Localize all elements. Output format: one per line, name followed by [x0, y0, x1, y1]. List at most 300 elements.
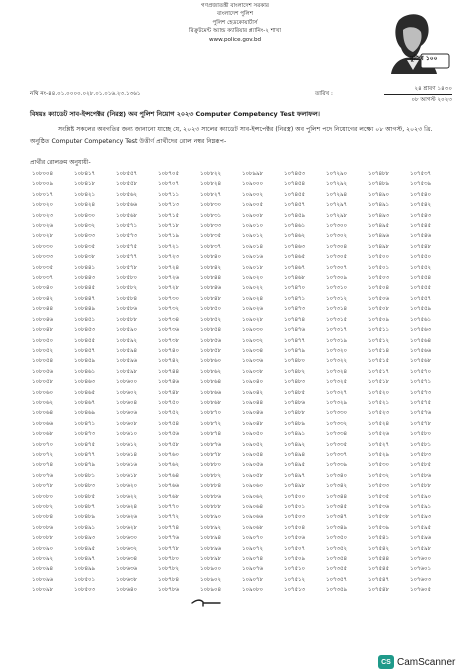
roll-number: ১০৯০২০: [242, 275, 264, 282]
roll-number: ১০৭৫৮৮: [410, 483, 432, 490]
roll-number: ১০৮০৭৮: [32, 483, 54, 490]
roll-number: ১০৭৫৭৫: [410, 399, 432, 406]
roll-number: ১০৮৪৪১: [74, 264, 95, 271]
roll-number: ১০৯০০২: [242, 191, 264, 198]
roll-number: ১০৮৪৪৯: [74, 306, 95, 313]
roll-number: ১০৮০৪৬: [32, 316, 54, 323]
roll-number: ১০৯০২৪: [242, 295, 264, 302]
roll-number: ১০৯০০৮: [242, 212, 264, 219]
roll-number: ১০৭৪৯৬: [368, 233, 390, 240]
roll-number: ১০৯০১৮: [242, 264, 264, 271]
roll-number: ১০৭৩৩৪: [326, 431, 348, 438]
roll-number: ১০৮৪৩০: [74, 212, 96, 219]
roll-number: ১০৮৬৩৪: [116, 556, 138, 563]
letterhead-govt: গণপ্রজাতন্ত্রী বাংলাদেশ সরকার: [201, 3, 269, 9]
roll-number: ১০৮৬৩৬: [116, 566, 138, 573]
roll-number: ১০৭৫০৬: [368, 295, 390, 302]
roll-number: ১০৭৫২১: [368, 399, 390, 406]
roll-number: ১০৭৫৬১: [410, 316, 432, 323]
roll-number: ১০৮৭৪২: [158, 358, 180, 365]
roll-number: ১০৮৭১৩: [158, 202, 180, 209]
roll-number: ১০৮৮৪৮: [200, 295, 221, 302]
roll-number: ১০৮৬৩২: [116, 545, 138, 552]
roll-number: ১০৭৩৩০: [326, 410, 348, 417]
roll-number: ১০৮৪৮৩: [74, 483, 96, 490]
letterhead: [150, 2, 320, 44]
roll-number: ১০৭৪৭৭: [284, 337, 306, 344]
roll-number: ১০৮০০৯: [32, 181, 54, 188]
roll-number: ১০৮৮৪৬: [200, 285, 222, 292]
roll-number: ১০৮০৩০: [32, 243, 54, 250]
roll-number: ১০৮০৫০: [32, 337, 54, 344]
roll-number: ১০৭৪৯৫: [368, 223, 390, 230]
roll-number: ১০৭৫৭৬: [410, 410, 432, 417]
roll-number: ১০৮৫৫৮: [116, 181, 137, 188]
roll-number: ১০৮৮২২: [200, 171, 222, 177]
roll-number: ১০৮৫৯০: [116, 327, 138, 334]
roll-number: ১০৮৭১১: [158, 191, 180, 198]
roll-number: ১০৭২৯০: [326, 171, 348, 177]
roll-number: ১০৭৫৫৪: [410, 275, 432, 282]
letterhead-website: www.police.gov.bd: [208, 36, 262, 43]
camscanner-watermark: [378, 653, 474, 671]
roll-number: ১০৭৩৫০: [326, 535, 348, 542]
roll-number: ১০৮৪১৮: [74, 181, 95, 188]
roll-number: ১০৮৬১৪: [116, 451, 138, 458]
roll-number: ১০৭৩২০: [326, 347, 348, 354]
roll-number: ১০৭৫৬৬: [410, 347, 432, 354]
letterhead-police: বাংলাদেশ পুলিশ: [216, 11, 254, 18]
roll-number: ১০৮০৬৬: [32, 420, 54, 427]
roll-number: ১০৭৫৪৮: [410, 243, 432, 250]
roll-number: ১০৮০৪০: [32, 285, 54, 292]
roll-number: ১০৮৬৩০: [116, 535, 138, 542]
roll-number: ১০৭৪৮৯: [284, 420, 306, 427]
roll-number: ১০৯০৩৮: [242, 368, 264, 375]
roll-number: ১০৭৫৭৩: [410, 389, 432, 396]
roll-number: ১০৮৬০২: [116, 389, 138, 396]
roll-number: ১০৭৩০৫: [326, 254, 348, 261]
roll-number: ১০৮৫৭১: [116, 223, 138, 230]
roll-number: ১০৮৪৩৩: [74, 233, 96, 240]
roll-number: ১০৮৬২৪: [116, 504, 138, 510]
roll-number: ১০৮৪৬৩: [74, 379, 96, 386]
roll-number: ১০৭৩৩৭: [326, 451, 348, 458]
roll-number: ১০৭৫০০: [368, 254, 390, 261]
roll-number: ১০৭৫১২: [368, 337, 390, 344]
roll-number: ১০৮৪৩৮: [74, 254, 96, 261]
roll-number: ১০৮৪৩২: [74, 223, 96, 230]
roll-number: ১০৮৯০৪: [200, 587, 222, 594]
mujib-portrait-emblem: [377, 12, 453, 74]
roll-number: ১০৮৪৫৯: [74, 358, 95, 365]
roll-number: ১০৮৭৬৪: [158, 472, 180, 479]
roll-number: ১০৯০৪৬: [242, 410, 264, 417]
roll-number: ১০৮৭২৪: [158, 264, 180, 271]
roll-number: ১০৮০২৩: [32, 212, 54, 219]
roll-number: ১০৮৭৭২: [158, 514, 180, 521]
roll-number: ১০৭৫৩৬: [368, 504, 390, 510]
roll-number: ১০৭৩৫৫: [326, 566, 348, 573]
roll-number: ১০৭৫৮১: [410, 441, 432, 448]
roll-number: ১০৭৫০১: [368, 264, 390, 271]
roll-number: ১০৭৫০৯: [284, 556, 306, 563]
roll-number: ১০৮০৫২: [32, 347, 54, 354]
roll-number: ১০৭৫০০: [284, 493, 306, 500]
roll-number: ১০৭৫০১: [284, 504, 306, 510]
roll-number: ১০৮৫৯৮: [116, 368, 137, 375]
roll-number: ১০৮৭৮৪: [158, 576, 180, 583]
roll-number: ১০৮৫৬৬: [116, 202, 138, 209]
roll-number: ১০৭৫৯৮: [410, 545, 432, 552]
roll-number: ১০৭৩২৫: [326, 379, 348, 386]
roll-number: ১০৯০৭০: [242, 535, 264, 542]
roll-number: ১০৮০৭০: [32, 441, 54, 448]
roll-number: ১০৮৪৫১: [74, 316, 95, 323]
roll-number: ১০৭৫৩০: [368, 462, 390, 469]
roll-number: ১০৮৪৩৫: [74, 243, 96, 250]
roll-number: ১০৭৫৫২: [410, 264, 432, 271]
roll-number: ১০৮৮৫০: [200, 306, 222, 313]
roll-number: ১০৮৭৫৬: [158, 431, 180, 438]
roll-number: ১০৭৫১০: [284, 566, 306, 573]
roll-number: ১০৮৪৭৭: [74, 451, 96, 458]
roll-number: ১০৮৬১৬: [116, 462, 138, 469]
roll-number: ১০৮৮৩০: [200, 202, 222, 209]
roll-number: ১০৮৭৩৪: [158, 316, 180, 323]
roll-number: ১০৯০৬৬: [242, 514, 264, 521]
roll-number: ১০৭৩৫২: [326, 545, 348, 552]
roll-number: ১০৭২৯৮: [326, 212, 348, 219]
roll-number: ১০৮০৬০: [32, 389, 54, 396]
roll-number: ১০৮৭৪৪: [158, 368, 180, 375]
roll-number: ১০৮৫৭৩: [116, 233, 138, 240]
roll-number: ১০৮০৩৫: [32, 264, 54, 271]
roll-number: ১০৯০৪২: [242, 389, 264, 396]
roll-number: ১০৮৬১৮: [116, 472, 138, 479]
roll-number: ১০৮০৫৪: [32, 358, 54, 365]
roll-number: ১০৮৭৩০: [158, 295, 180, 302]
roll-number: ১০৭৫৪০: [410, 191, 432, 198]
roll-number: ১০৭৫০৩: [368, 275, 390, 282]
roll-number: ১০৭৫৪৫: [368, 566, 390, 573]
roll-number: ১০৮৯০২: [200, 576, 222, 583]
roll-number: ১০৯০১৬: [242, 254, 264, 261]
roll-number: ১০৮৪২৪: [74, 202, 96, 209]
roll-number: ১০৮৮৮০: [200, 462, 222, 469]
roll-number: ১০৮৪৯৫: [74, 545, 95, 552]
roll-number: ১০৭৫৯০: [410, 493, 432, 500]
emblem-label: মুজিব ১০০: [410, 55, 438, 62]
roll-number: ১০৭৫২৯: [368, 451, 390, 458]
roll-number: ১০৭৫৪৪: [368, 556, 390, 563]
roll-number: ১০৮৫৭৮: [116, 264, 138, 271]
roll-number: ১০৭৬০৩: [410, 576, 432, 583]
camscanner-logo-icon: CS: [378, 655, 394, 669]
roll-number: ১০৭৪৫৪: [284, 181, 306, 188]
roll-number: ১০৯০৪৪: [242, 399, 264, 406]
roll-number: ১০৭৫৪৫: [410, 223, 432, 230]
roll-number: ১০৮৭৪৮: [158, 389, 180, 396]
roll-number: ১০৮০৭৪: [32, 462, 54, 469]
roll-number: ১০৭৩৪৯: [326, 524, 348, 531]
roll-number: ১০৭৪৯৫: [284, 462, 306, 469]
roll-number: ১০৮০২০: [32, 202, 54, 209]
roll-number: ১০৮৫৯৬: [116, 358, 138, 365]
roll-number: ১০৭৪৯১: [284, 431, 306, 438]
roll-number: ১০৮৪৬৯: [74, 410, 96, 417]
roll-number: ১০৮০৯৪: [32, 566, 54, 573]
roll-number: ১০৮৭৬০: [158, 451, 180, 458]
roll-number: ১০৮৮৩৫: [200, 233, 222, 240]
roll-number: ১০৯০০০: [242, 181, 264, 188]
roll-number: ১০৮৪৯৭: [74, 556, 96, 563]
roll-number: ১০৭৪৫৯: [284, 212, 306, 219]
memo-date-label: তারিখ :: [315, 91, 333, 97]
roll-number: ১০৮৪২১: [74, 191, 96, 198]
roll-number: ১০৯০৩৬: [242, 358, 264, 365]
roll-number: ১০৭৪৭৪: [284, 316, 306, 323]
roll-number: ১০৮০৭৬: [32, 472, 54, 479]
roll-number: ১০৮৮৬৮: [200, 399, 222, 406]
roll-number: ১০৭৫৯৩: [410, 514, 432, 521]
roll-number: ১০৮৪৮৫: [74, 493, 95, 500]
roll-number: ১০৭৪৮৫: [284, 389, 306, 396]
roll-number: ১০৮০৫৮: [32, 379, 54, 386]
roll-number: ১০৮৭৩২: [158, 306, 180, 313]
roll-number: ১০৭৪৯৩: [368, 212, 390, 219]
subject-line: বিষয়ঃ ক্যাডেট সাব-ইন্সপেক্টর (নিরস্ত্র) অব পুলিশ নিয়োগ ২০২৩ Computer Competency Test ফলাফল।: [30, 110, 320, 118]
roll-number: ১০৮০০৪: [32, 171, 54, 177]
roll-number: ১০৯০৫৪: [242, 451, 264, 458]
roll-number: ১০৭৬০১: [410, 566, 432, 573]
roll-number: ১০৮৬২০: [116, 483, 138, 490]
signature-mark: [190, 597, 224, 607]
roll-number: ১০৮৮৮৮: [200, 504, 221, 510]
roll-number: ১০৭৫০৩: [284, 514, 306, 521]
roll-number: ১০৮৫৬২: [116, 191, 138, 198]
roll-number: ১০৮০১৭: [32, 191, 54, 198]
roll-number: ১০৮৮৭৪: [200, 431, 222, 438]
roll-number: ১০৮৬২২: [116, 493, 138, 500]
roll-number: ১০৮৪৮৭: [74, 504, 96, 510]
notice-body: সংশ্লিষ্ট সকলের অবগতির জন্য জানানো যাচ্ছে যে, ২০২৩ সালের ক্যাডেট সাব-ইন্সপেক্টর (নিরস্ত্র) অব পুলিশ পদে নিয়োগের লক্ষ্যে ০৮ আগস্ট, ২০২৩ খ্রি. অনুষ্ঠিত Computer Competency Test উত্তীর্ণ প্রার্থীদের রোল নম্বর নিম্নরূপ-: [30, 126, 433, 145]
roll-number: ১০৮০৩৭: [32, 275, 54, 282]
roll-number: ১০৮৮৭৬: [200, 441, 222, 448]
roll-number: ১০৭৩৫৯: [326, 587, 348, 594]
roll-number: ১০৮০২৮: [32, 233, 54, 240]
roll-number: ১০৭৩১৯: [326, 337, 348, 344]
roll-number: ১০৯০৬৮: [242, 524, 264, 531]
roll-number: ১০৮৫৫৭: [116, 171, 138, 177]
roll-number: ১০৮৫৮৮: [116, 316, 137, 323]
roll-number: ১০৮৭৬৬: [158, 483, 180, 490]
roll-number: ১০৮০৭২: [32, 451, 54, 458]
roll-number: ১০৭৪৯১: [368, 202, 390, 209]
roll-number: ১০৮৮৬০: [200, 358, 222, 365]
roll-number: ১০৯০৭২: [242, 545, 264, 552]
roll-number: ১০৮৬৩৮: [116, 576, 138, 583]
roll-number: ১০৭৩২৭: [326, 389, 348, 396]
roll-number: ১০৭৫৮৬: [410, 472, 432, 479]
roll-number: ১০৮৫০১: [74, 576, 96, 583]
letterhead-branch: রিক্রুটমেন্ট অ্যান্ড ক্যারিয়ার প্ল্যানিং-২ শাখা: [189, 28, 281, 35]
roll-number: ১০৮৮৬৪: [200, 379, 222, 386]
roll-number: ১০৮৭১৮: [158, 223, 180, 230]
roll-number: ১০৮৫৭৫: [116, 243, 138, 250]
roll-number: ১০৭৩৪৪: [326, 493, 348, 500]
roll-number: ১০৮৫৮৬: [116, 306, 138, 313]
roll-number: ১০৮৭৩৬: [158, 327, 180, 334]
roll-number: ১০৭৫৫৭: [410, 295, 432, 302]
roll-number: ১০৭৩৩৯: [326, 462, 348, 469]
roll-number: ১০৮৭৮৬: [158, 587, 180, 594]
roll-number: ১০৮৭২৮: [158, 285, 180, 292]
roll-number: ১০৯০৩২: [242, 337, 264, 344]
roll-number: ১০৯০৬০: [242, 483, 264, 490]
roll-number: ১০৭৩৪২: [326, 483, 348, 490]
roll-number: ১০৯০০৫: [242, 202, 264, 209]
roll-number: ১০৭৩৪৭: [326, 514, 348, 521]
roll-number: ১০৭৫৭১: [410, 379, 432, 386]
roll-number: ১০৭৪৯৭: [284, 472, 306, 479]
roll-number: ১০৮৭৫০: [158, 399, 180, 406]
roll-number: ১০৭৫০৭: [284, 545, 306, 552]
roll-number: ১০৮৮৫২: [200, 316, 222, 323]
roll-number: ১০৮৬১০: [116, 431, 138, 438]
roll-number: ১০৭৩১৪: [326, 306, 348, 313]
roll-number: ১০৯০১০: [242, 223, 264, 230]
roll-number: ১০৯০৭৪: [242, 556, 264, 563]
roll-number: ১০৭৫২৭: [368, 441, 390, 448]
roll-number: ১০৮৪৫৫: [74, 337, 95, 344]
roll-number: ১০৭৫৩৫: [368, 493, 390, 500]
roll-number: ১০৭২৯২: [326, 181, 348, 188]
roll-number: ১০৭৫০৮: [368, 306, 390, 313]
roll-number: ১০৭৪৬৭: [284, 264, 306, 271]
roll-number: ১০৯০৫২: [242, 441, 264, 448]
roll-number: ১০৭৫৯৬: [410, 535, 432, 542]
roll-number: ১০৭৩২৯: [326, 399, 348, 406]
roll-number: ১০৭৪৬৫: [284, 254, 306, 261]
roll-number: ১০৭৫৩৩: [368, 483, 390, 490]
roll-number: ১০৭৫২৪: [368, 420, 390, 427]
roll-number: ১০৭৫১১: [368, 327, 390, 334]
roll-number: ১০৭৩৫৭: [326, 576, 348, 583]
roll-number: ১০৭৪৮০: [284, 358, 306, 365]
roll-number: ১০৭৫৩৯: [368, 524, 390, 531]
roll-number: ১০৮৭৬৮: [158, 493, 180, 500]
roll-number: ১০৮০৮২: [32, 504, 54, 510]
roll-number: ১০৭৪৬১: [284, 223, 306, 230]
roll-number: ১০৮০৯৮: [32, 587, 54, 594]
roll-number: ১০৮৮৪০: [200, 254, 222, 261]
roll-number: ১০৭৫২৩: [368, 410, 390, 417]
roll-number: ১০৮০৮৮: [32, 535, 54, 542]
roll-number: ১০৮৫৮৪: [116, 295, 137, 302]
roll-number: ১০৯০৬২: [242, 493, 264, 500]
roll-number: ১০৮০৯০: [32, 545, 54, 552]
roll-number: ১০৮৭৫৮: [158, 441, 180, 448]
roll-number: ১০৮৭৭৪: [158, 524, 180, 531]
roll-number: ১০৮৮৭০: [200, 410, 222, 417]
roll-number: ১০৭৪৭৬: [284, 327, 306, 334]
roll-number: ১০৭৩০২: [326, 233, 348, 240]
roll-number: ১০৭৫৪৭: [368, 576, 390, 583]
roll-number: ১০৭৪৯০: [368, 191, 390, 198]
roll-number: ১০৮৭৫৪: [158, 420, 180, 427]
roll-number: ১০৮৮৮৬: [200, 493, 222, 500]
roll-number: ১০৯০১২: [242, 233, 264, 240]
roll-number: ১০৮৬০৮: [116, 420, 138, 427]
roll-number: ১০৭৩২৪: [326, 368, 348, 375]
roll-number: ১০৮০৬৪: [32, 410, 54, 417]
roll-number: ১০৮৭৬২: [158, 462, 180, 469]
roll-number: ১০৭৩৫৪: [326, 556, 348, 563]
roll-number: ১০৭৫৪২: [410, 202, 432, 209]
roll-number: ১০৭৪৯২: [284, 441, 306, 448]
roll-number: ১০৮৭২১: [158, 243, 180, 250]
roll-number: ১০৭৫৬৮: [410, 358, 432, 365]
roll-number: ১০৯০৪৮: [242, 420, 264, 427]
roll-number: ১০৭৫৩৭: [410, 171, 432, 177]
roll-number: ১০৮৭৫২: [158, 410, 180, 417]
roll-number: ১০৭৫৩২: [368, 472, 390, 479]
roll-number: ১০৮৭৭০: [158, 504, 180, 510]
roll-number: ১০৭৪৯৮: [284, 483, 306, 490]
roll-number: ১০৮০৬২: [32, 399, 54, 406]
roll-number: ১০৮৮২৭: [200, 191, 222, 198]
roll-number: ১০৭৫০৬: [284, 535, 306, 542]
roll-number: ১০৮৭০৫: [158, 171, 180, 177]
roll-number: ১০৭৫১৭: [368, 368, 390, 375]
roll-number: ১০৭৫৭৮: [410, 420, 432, 427]
roll-number: ১০৭৫৫৫: [410, 285, 432, 292]
roll-number: ১০৭৬০০: [410, 556, 432, 563]
roll-number: ১০৮০৪২: [32, 295, 54, 302]
roll-number: ১০৮৭৮০: [158, 556, 180, 563]
roll-number: ১০৭৫০৯: [368, 316, 390, 323]
roll-number: ১০৮৬২৬: [116, 514, 138, 521]
roll-number: ১০৭২৯৪: [326, 191, 348, 198]
roll-number: ১০৮৪৪৭: [74, 295, 96, 302]
roll-number: ১০৮৯০০: [200, 566, 222, 573]
camscanner-logo-text: CamScanner: [397, 656, 456, 668]
roll-number: ১০৯০২৬: [242, 306, 264, 313]
roll-number: ১০৮৮৯২: [200, 524, 222, 531]
roll-number: ১০৮০৫৬: [32, 368, 54, 375]
roll-number: ১০৯০১৪: [242, 243, 264, 250]
roll-number: ১০৮০৬৮: [32, 431, 54, 438]
roll-number: ১০৮৬১২: [116, 441, 138, 448]
roll-number: ১০৭৪৫৭: [284, 202, 306, 209]
roll-number: ১০৮৪৫৩: [74, 327, 96, 334]
roll-number: ১০৮৭১৫: [158, 212, 180, 219]
roll-number: ১০৮০৯২: [32, 556, 54, 563]
roll-number: ১০৭৩২২: [326, 358, 348, 365]
roll-number: ১০৮৭১৯: [158, 233, 180, 240]
roll-number: ১০৭৫৮৫: [410, 462, 432, 469]
roll-number: ১০৭৩১৫: [326, 316, 348, 323]
roll-number: ১০৮৪৭৩: [74, 431, 96, 438]
roll-number: ১০৮৫৯২: [116, 337, 138, 344]
roll-number: ১০৭৫৮৩: [410, 451, 432, 458]
roll-number: ১০৮৪৮১: [74, 472, 95, 479]
roll-number: ১০৮৬০৬: [116, 410, 138, 417]
roll-number: ১০৮৪১৭: [74, 171, 96, 177]
roll-number: ১০৭৫০৪: [368, 285, 390, 292]
roll-number: ১০৭৪৭৩: [284, 306, 306, 313]
